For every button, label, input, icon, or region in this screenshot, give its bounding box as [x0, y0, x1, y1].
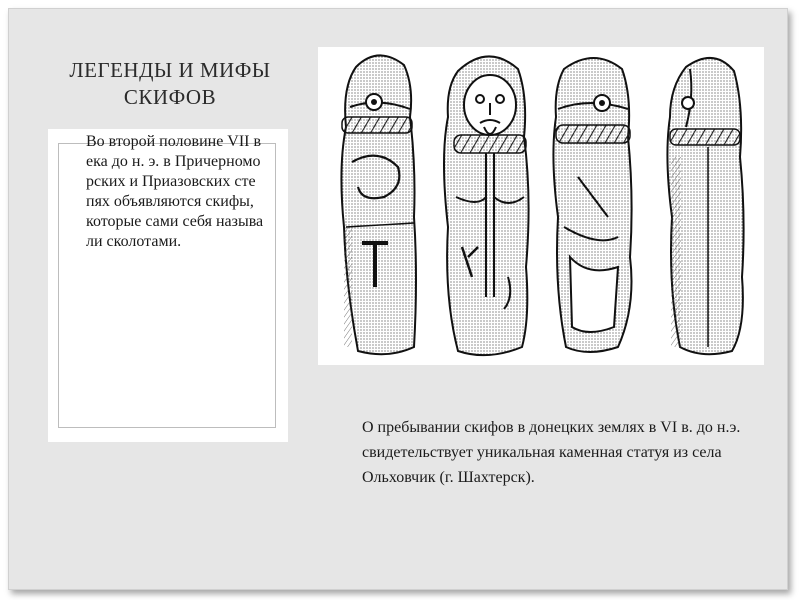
statue-side-view-left	[341, 55, 416, 354]
statue-three-quarter-view	[553, 58, 631, 352]
text-panel	[48, 129, 288, 442]
statue-back-view	[667, 58, 743, 354]
statue-figure	[318, 47, 764, 365]
stone-statue-drawing-icon	[318, 47, 764, 365]
statue-front-view	[444, 56, 529, 355]
body-text: Во второй половине VII века до н. э. в Причерноморских и Приазовских степях объявляются скифы, которые сами себя называли сколотами.	[86, 133, 264, 250]
caption-text: О пребывании скифов в донецких землях в VI в. до н.э. свидетельствует уникальная каменная статуя из села Ольховчик (г. Шахтерск).	[362, 419, 741, 486]
slide-title	[50, 57, 290, 111]
title-line-2: СКИФОВ	[123, 85, 217, 109]
title-line-1: ЛЕГЕНДЫ И МИФЫ	[69, 58, 271, 82]
